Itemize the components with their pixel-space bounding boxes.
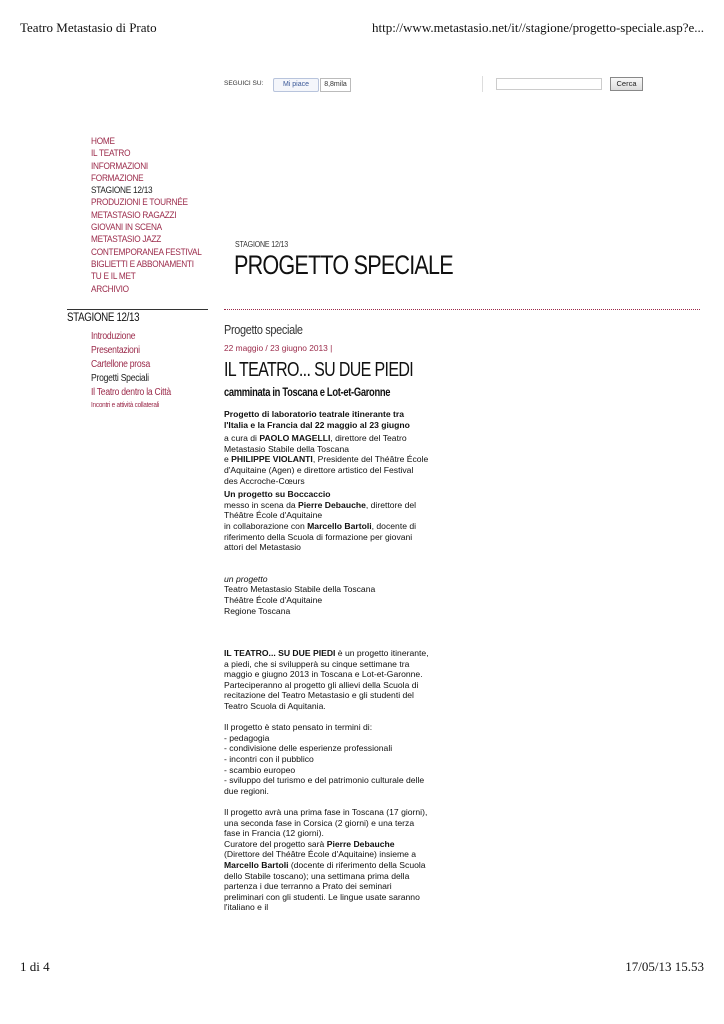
article-title: IL TEATRO... SU DUE PIEDI — [224, 359, 414, 381]
subnav-progetti-speciali[interactable]: Progetti Speciali — [91, 373, 149, 384]
phases-paragraph — [224, 807, 429, 913]
credits-magelli: PAOLO MAGELLI — [259, 433, 331, 444]
partner-item: Regione Toscana — [224, 605, 291, 616]
boccaccio-title: Un progetto su Boccaccio — [224, 489, 331, 500]
credits-violanti-role: , Presidente del Théâtre École d'Aquitaine (Agen) e direttore artistico del Festival des Accroche-Cœurs — [224, 454, 429, 486]
article-subtitle: camminata in Toscana e Lot-et-Garonne — [224, 385, 391, 399]
curator-mid: (Direttore del Théâtre École d'Aquitaine) insieme a — [224, 849, 417, 860]
search-button-label: Cerca — [616, 79, 637, 88]
terms-item: - scambio europeo — [224, 764, 296, 775]
subnav-introduzione[interactable]: Introduzione — [91, 331, 136, 342]
boccaccio-debauche: Pierre Debauche — [298, 499, 366, 510]
article-body — [224, 409, 429, 913]
terms-item: - incontri con il pubblico — [224, 754, 314, 765]
nav-item-biglietti[interactable]: BIGLIETTI E ABBONAMENTI — [91, 258, 194, 270]
subnav-incontri[interactable]: Incontri e attività collaterali — [91, 400, 160, 409]
header-title: PROGETTO SPECIALE — [234, 250, 453, 280]
boccaccio-line1-pre: messo in scena da — [224, 499, 296, 510]
section-divider — [67, 309, 208, 310]
partner-item: Théâtre École d'Aquitaine — [224, 594, 323, 605]
curator-pre: Curatore del progetto sarà — [224, 838, 325, 849]
terms-item: - sviluppo del turismo e del patrimonio culturale delle due regioni. — [224, 775, 425, 796]
nav-item-stagione[interactable]: STAGIONE 12/13 — [91, 185, 153, 197]
credits-intro: a cura di — [224, 433, 257, 444]
curator-debauche: Pierre Debauche — [326, 838, 395, 849]
boccaccio-block — [224, 489, 429, 553]
page-title: Teatro Metastasio di Prato — [20, 20, 157, 35]
curator-post: (docente di riferimento della Scuola dello Stabile toscano); una settimana prima della partenza i due terranno a Prato dei seminari preliminari con gli studenti. Le lingue usate saranno l'italiano e il — [224, 859, 426, 913]
article-category: Progetto speciale — [224, 322, 303, 337]
partner-item: Teatro Metastasio Stabile della Toscana — [224, 584, 376, 595]
nav-item-metastasio-ragazzi[interactable]: METASTASIO RAGAZZI — [91, 209, 177, 221]
search-input[interactable] — [496, 78, 602, 90]
terms-intro: Il progetto è stato pensato in termini di: — [224, 722, 373, 733]
credits-and: e — [224, 454, 229, 465]
nav-item-contemporanea[interactable]: CONTEMPORANEA FESTIVAL — [91, 246, 202, 258]
intro-paragraph — [224, 648, 429, 712]
article-date: 22 maggio / 23 giugno 2013 | — [224, 343, 333, 353]
follow-label: SEGUICI SU: — [224, 80, 264, 87]
header-kicker: STAGIONE 12/13 — [235, 240, 288, 249]
boccaccio-bartoli: Marcello Bartoli — [307, 520, 372, 531]
header-divider — [224, 309, 700, 310]
nav-item-il-teatro[interactable]: IL TEATRO — [91, 148, 131, 160]
nav-item-metastasio-jazz[interactable]: METASTASIO JAZZ — [91, 234, 162, 246]
search-button[interactable] — [610, 77, 643, 91]
boccaccio-line2-pre: in collaborazione con — [224, 520, 305, 531]
print-datetime: 17/05/13 15.53 — [625, 959, 704, 974]
subnav-cartellone[interactable]: Cartellone prosa — [91, 359, 150, 370]
page-url: http://www.metastasio.net/it//stagione/progetto-speciale.asp?e... — [371, 20, 704, 35]
like-count: 8,8mila — [320, 78, 351, 92]
terms-item: - condivisione delle esperienze professionali — [224, 743, 393, 754]
page-count: 1 di 4 — [20, 959, 50, 974]
boccaccio-line2-post: , docente di riferimento della Scuola di formazione per giovani attori del Metastasio — [224, 520, 417, 553]
credits — [224, 433, 429, 486]
intro-text: è un progetto itinerante, a piedi, che si svilupperà su cinque settimane tra maggio e giugno 2013 in Toscana e Lot-et-Garonne. Parteciperanno al progetto gli allievi della Scuola di recitazione del Teatro Metastasio e gli studenti del Teatro Scuola di Aquitania. — [224, 648, 429, 712]
nav-item-home[interactable]: HOME — [91, 136, 115, 147]
terms-block — [224, 722, 429, 796]
search-divider — [482, 76, 483, 92]
main-nav — [91, 136, 241, 296]
credits-violanti: PHILIPPE VIOLANTI — [231, 454, 313, 465]
nav-item-giovani-in-scena[interactable]: GIOVANI IN SCENA — [91, 222, 162, 234]
curator-bartoli: Marcello Bartoli — [224, 859, 289, 870]
nav-item-produzioni[interactable]: PRODUZIONI E TOURNÉE — [91, 197, 188, 209]
subnav-presentazioni[interactable]: Presentazioni — [91, 345, 140, 356]
section-title: STAGIONE 12/13 — [67, 312, 140, 324]
intro-bold: IL TEATRO... SU DUE PIEDI — [224, 648, 336, 659]
credits-magelli-role: , direttore del Teatro Metastasio Stabile della Toscana — [224, 433, 407, 454]
like-button[interactable] — [273, 78, 319, 92]
subnav-teatro-citta[interactable]: Il Teatro dentro la Città — [91, 387, 171, 398]
partners-label: un progetto — [224, 573, 268, 584]
article-lead: Progetto di laboratorio teatrale itinerante tra l'Italia e la Francia dal 22 maggio al 23 giugno — [224, 409, 410, 430]
nav-item-tu-e-il-met[interactable]: TU E IL MET — [91, 271, 136, 283]
partners-block — [224, 574, 429, 616]
terms-item: - pedagogia — [224, 732, 270, 743]
phases-text: Il progetto avrà una prima fase in Toscana (17 giorni), una seconda fase in Corsica (2 giorni) e una terza fase in Francia (12 giorni). — [224, 807, 428, 839]
section-nav — [91, 330, 231, 410]
nav-item-informazioni[interactable]: INFORMAZIONI — [91, 160, 148, 172]
like-button-label: Mi piace — [282, 81, 310, 88]
nav-item-formazione[interactable]: FORMAZIONE — [91, 172, 144, 184]
nav-item-archivio[interactable]: ARCHIVIO — [91, 283, 129, 295]
boccaccio-line1-post: , direttore del Théâtre École d'Aquitaine — [224, 499, 417, 521]
